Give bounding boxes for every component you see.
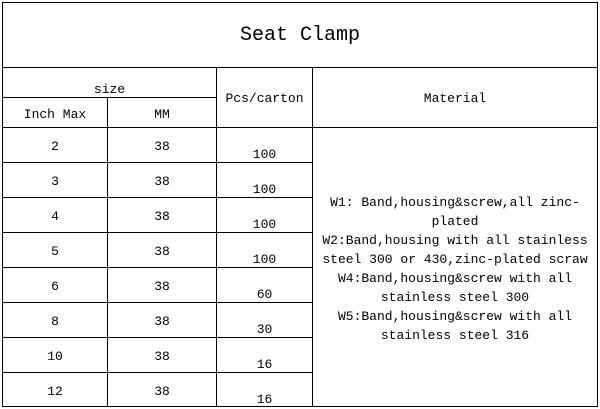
row-divider [3,267,312,268]
cell-pcs: 30 [256,322,273,337]
cell-pcs: 16 [256,357,273,372]
cell-inch: 5 [51,244,59,259]
material-line: W4:Band,housing&screw with all [337,271,573,286]
material-line: plated [431,214,479,229]
row-divider [3,232,312,233]
cell-inch: 3 [51,174,59,189]
row-divider [3,197,312,198]
cell-pcs: 60 [256,287,273,302]
cell-pcs: 16 [256,392,273,407]
cell-inch: 8 [51,314,59,329]
header-size: size [93,82,126,97]
table-title: Seat Clamp [239,24,361,47]
cell-pcs: 100 [252,252,277,267]
header-material: Material [423,91,487,106]
header-pcs-carton: Pcs/carton [225,91,304,106]
material-line: stainless steel 316 [380,328,530,343]
row-divider [3,372,312,373]
cell-mm: 38 [154,139,170,154]
cell-mm: 38 [154,209,170,224]
cell-mm: 38 [154,174,170,189]
cell-pcs: 100 [252,147,277,162]
cell-mm: 38 [154,244,170,259]
header-mm: MM [154,107,170,122]
material-description [313,193,597,345]
divider-header-bottom [3,127,597,128]
cell-pcs: 100 [252,217,277,232]
material-line: W1: Band,housing&screw,all zinc- [330,195,580,210]
material-line: W5:Band,housing&screw with all [337,309,573,324]
row-divider [3,302,312,303]
divider-col-size-pcs [216,67,217,406]
cell-mm: 38 [154,384,170,399]
cell-inch: 10 [47,349,63,364]
material-line: steel 300 or 430,zinc-plated scraw [322,252,588,267]
cell-inch: 4 [51,209,59,224]
seat-clamp-spec-table [2,2,598,407]
divider-size-subheader [3,97,216,98]
cell-mm: 38 [154,314,170,329]
cell-inch: 12 [47,384,63,399]
divider-title [3,67,597,68]
cell-inch: 6 [51,279,59,294]
row-divider [3,162,312,163]
row-divider [3,337,312,338]
material-line: stainless steel 300 [380,290,530,305]
cell-pcs: 100 [252,182,277,197]
header-inch-max: Inch Max [23,107,87,122]
cell-mm: 38 [154,279,170,294]
cell-inch: 2 [51,139,59,154]
material-line: W2:Band,housing with all stainless [322,233,588,248]
cell-mm: 38 [154,349,170,364]
